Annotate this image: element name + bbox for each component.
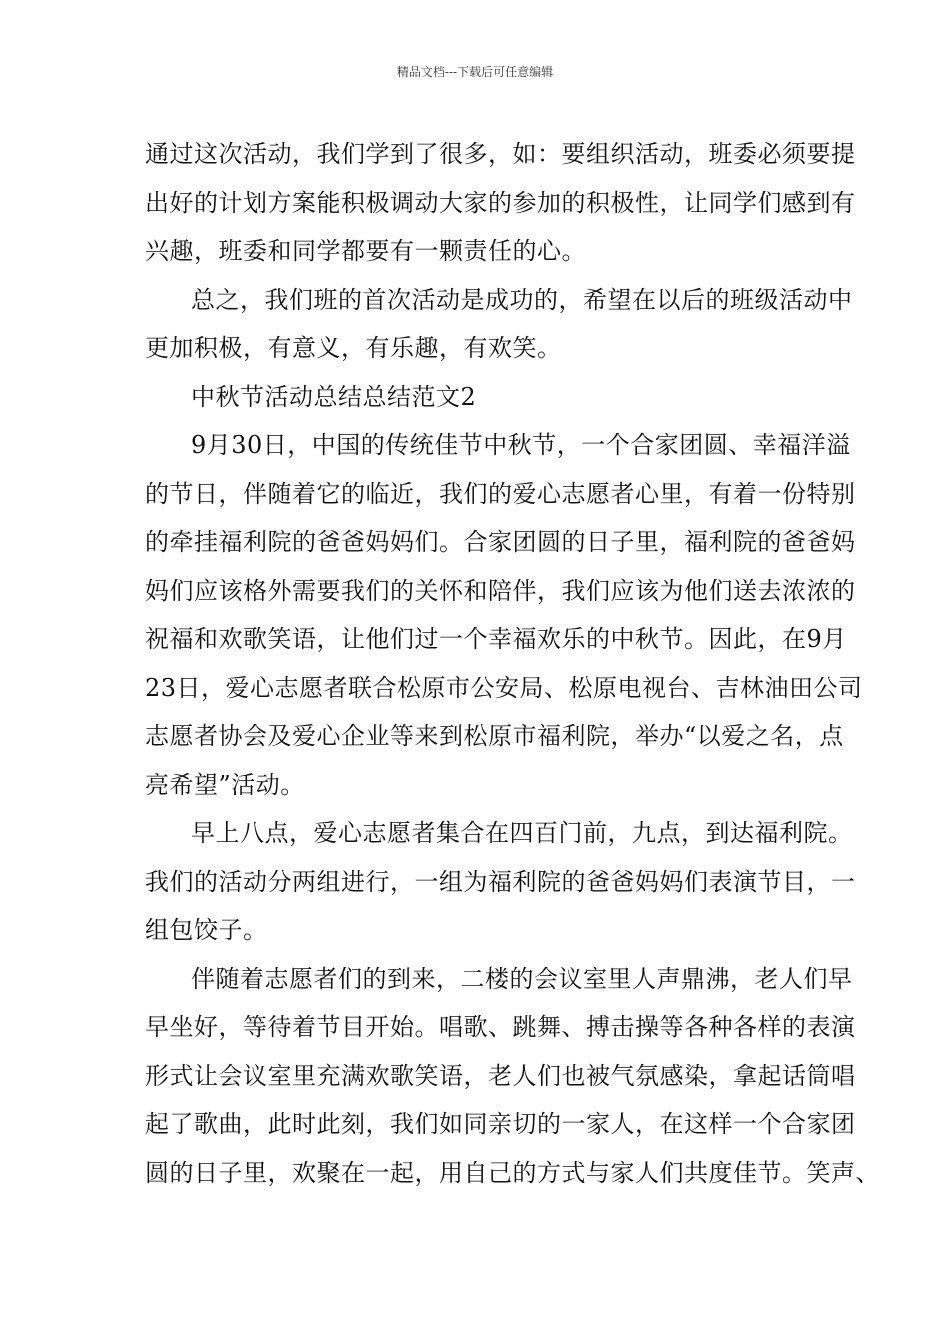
text-line: 祝福和欢歌笑语，让他们过一个幸福欢乐的中秋节。因此，在9月 — [145, 625, 847, 653]
page-header: 精品文档---下载后可任意编辑 — [396, 65, 554, 79]
document-body — [145, 130, 880, 1197]
text-line: 出好的计划方案能积极调动大家的参加的积极性，让同学们感到有 — [145, 188, 856, 217]
text-line: 早坐好，等待着节目开始。唱歌、跳舞、搏击操等各种各样的表演 — [145, 1013, 856, 1041]
text-line: 形式让会议室里充满欢歌笑语，老人们也被气氛感染，拿起话筒唱 — [145, 1061, 856, 1090]
text-line: 妈们应该格外需要我们的关怀和陪伴，我们应该为他们送去浓浓的 — [145, 576, 856, 605]
paragraph-2 — [145, 276, 853, 373]
section-heading — [145, 373, 825, 422]
text-line: 亮希望”活动。 — [145, 770, 305, 799]
text-line: 的节日，伴随着它的临近，我们的爱心志愿者心里，有着一份特别 — [145, 479, 856, 508]
text-line: 起了歌曲，此时此刻，我们如同亲切的一家人，在这样一个合家团 — [145, 1110, 856, 1138]
text-line: 志愿者协会及爱心企业等来到松原市福利院，举办“以爱之名，点 — [145, 722, 844, 750]
heading-line: 中秋节活动总结总结范文2 — [191, 382, 477, 411]
text-line: 更加积极，有意义，有乐趣，有欢笑。 — [145, 334, 562, 362]
text-line: 通过这次活动，我们学到了很多，如：要组织活动，班委必须要提 — [145, 140, 856, 168]
paragraph-5 — [145, 955, 880, 1198]
paragraph-1 — [145, 130, 856, 276]
text-line: 9月30日，中国的传统佳节中秋节，一个合家团圆、幸福洋溢 — [191, 431, 851, 459]
text-line: 伴随着志愿者们的到来，二楼的会议室里人声鼎沸，老人们早 — [191, 964, 853, 993]
text-line: 组包饺子。 — [145, 916, 268, 944]
text-line: 早上八点，爱心志愿者集合在四百门前，九点，到达福利院。 — [191, 819, 853, 847]
text-line: 总之，我们班的首次活动是成功的，希望在以后的班级活动中 — [191, 285, 853, 314]
text-line: 兴趣，班委和同学都要有一颗责任的心。 — [145, 237, 586, 265]
text-line: 23日，爱心志愿者联合松原市公安局、松原电视台、吉林油田公司 — [145, 673, 863, 702]
text-line: 我们的活动分两组进行，一组为福利院的爸爸妈妈们表演节目，一 — [145, 867, 856, 896]
paragraph-4 — [145, 809, 856, 955]
text-line: 圆的日子里，欢聚在一起，用自己的方式与家人们共度佳节。笑声、 — [145, 1158, 880, 1187]
text-line: 的牵挂福利院的爸爸妈妈们。合家团圆的日子里，福利院的爸爸妈 — [145, 528, 856, 556]
paragraph-3 — [145, 421, 863, 809]
